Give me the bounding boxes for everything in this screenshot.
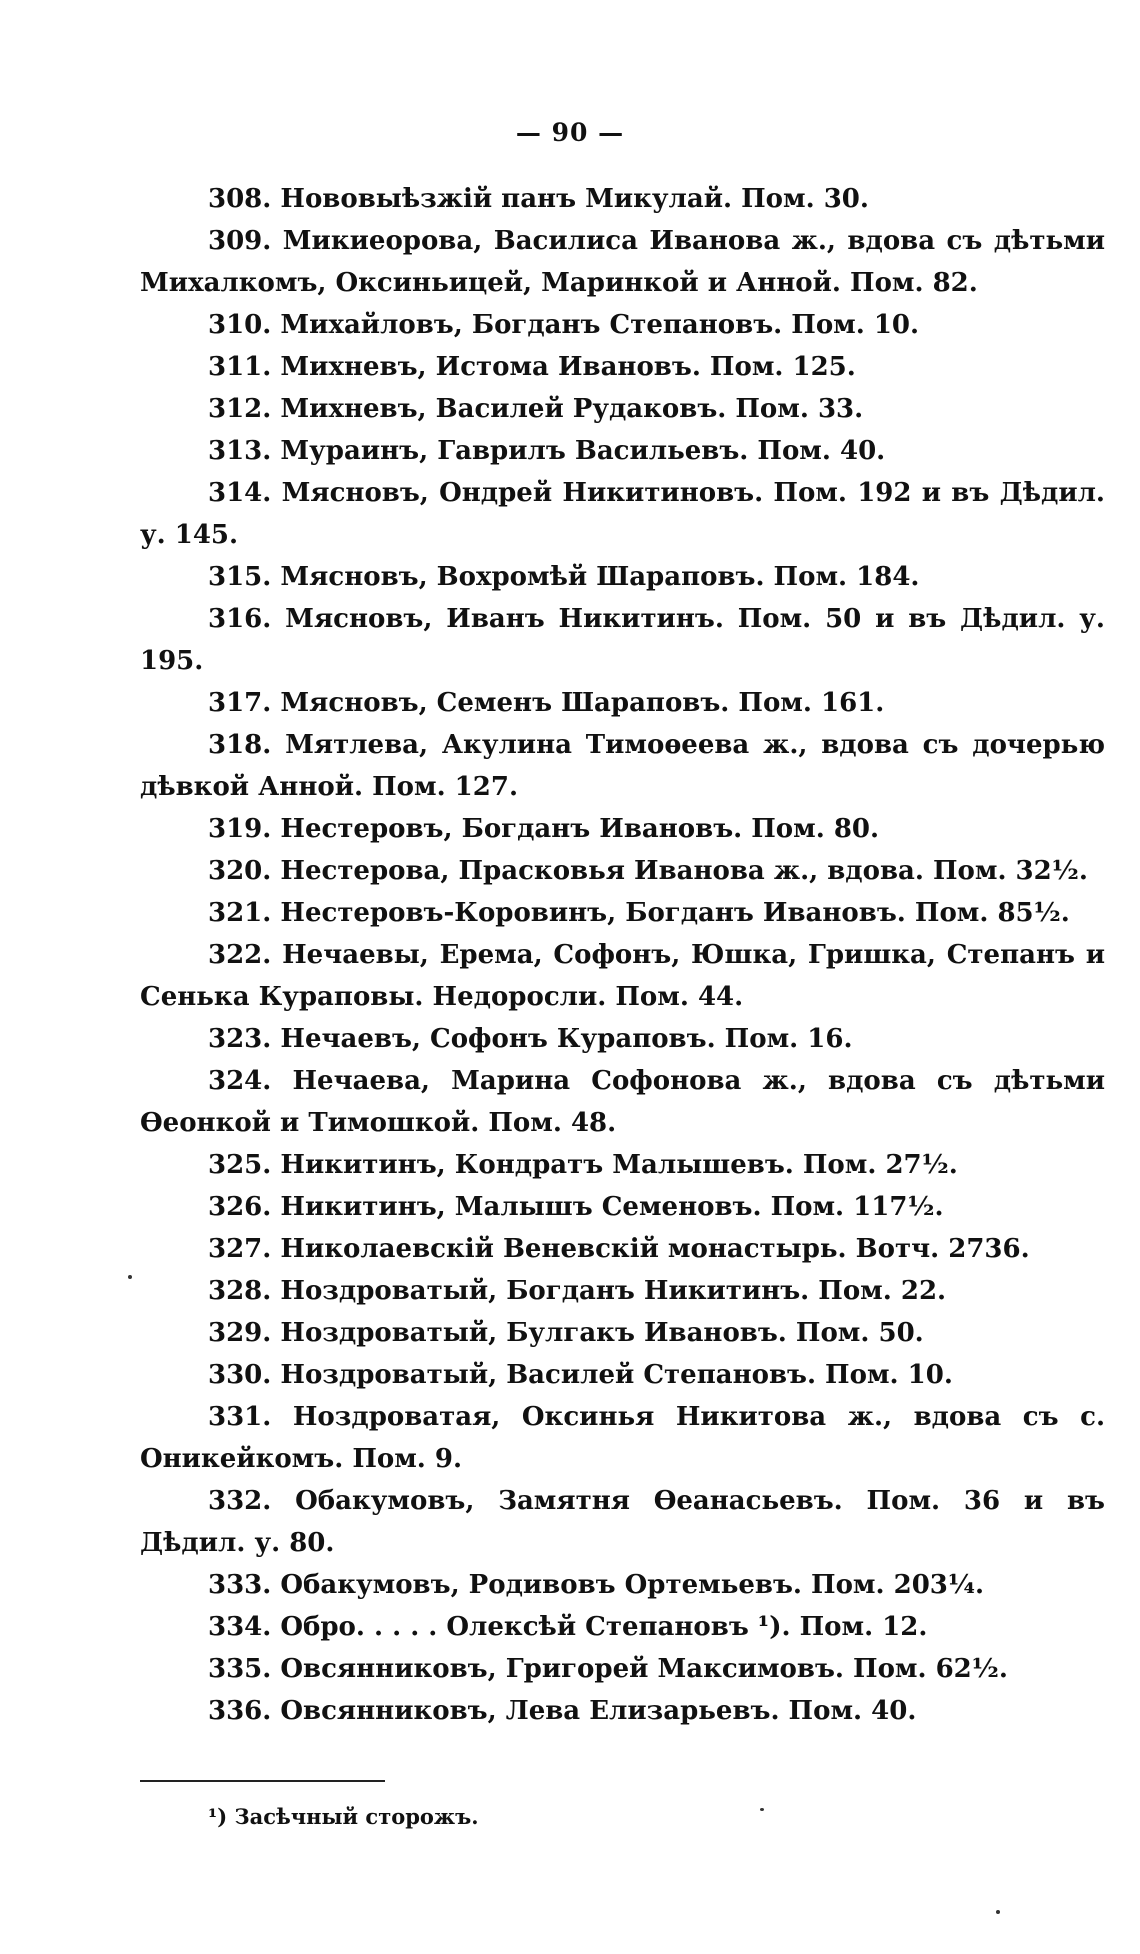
list-entry: 315. Мясновъ, Вохромѣй Шараповъ. Пом. 184. [208, 562, 920, 592]
list-entry: 336. Овсянниковъ, Лева Елизарьевъ. Пом. 40. [208, 1696, 917, 1726]
list-entry: 333. Обакумовъ, Родивовъ Ортемьевъ. Пом. 203¼. [208, 1570, 985, 1600]
list-entry: 308. Нововыѣзжій панъ Микулай. Пом. 30. [208, 184, 869, 214]
list-entry: 330. Ноздроватый, Василей Степановъ. Пом. 10. [208, 1360, 953, 1390]
list-entry: 313. Мураинъ, Гаврилъ Васильевъ. Пом. 40. [208, 436, 886, 466]
list-entry: 327. Николаевскій Веневскій монастырь. Вотч. 2736. [208, 1234, 1030, 1264]
list-entry: 310. Михайловъ, Богданъ Степановъ. Пом. 10. [208, 310, 920, 340]
list-entry: 321. Нестеровъ-Коровинъ, Богданъ Ивановъ. Пом. 85½. [208, 898, 1070, 928]
list-entry: 317. Мясновъ, Семенъ Шараповъ. Пом. 161. [208, 688, 885, 718]
list-entry: 316. Мясновъ, Иванъ Никитинъ. Пом. 50 и въ Дѣдил. у. 195. [140, 604, 1105, 676]
list-entry: 328. Ноздроватый, Богданъ Никитинъ. Пом. 22. [208, 1276, 947, 1306]
list-entry: 323. Нечаевъ, Софонъ Кураповъ. Пом. 16. [208, 1024, 853, 1054]
list-entry: 326. Никитинъ, Малышъ Семеновъ. Пом. 117½. [208, 1192, 944, 1222]
list-entry: 320. Нестерова, Прасковья Иванова ж., вдова. Пом. 32½. [208, 856, 1088, 886]
list-entry: 311. Михневъ, Истома Ивановъ. Пом. 125. [208, 352, 856, 382]
footnote-divider [140, 1780, 385, 1782]
list-entry: 324. Нечаева, Марина Софонова ж., вдова съ дѣтьми Ѳеонкой и Тимошкой. Пом. 48. [140, 1066, 1105, 1138]
list-entry: 319. Нестеровъ, Богданъ Ивановъ. Пом. 80. [208, 814, 880, 844]
list-entry: 334. Обро. . . . . Олексѣй Степановъ ¹). Пом. 12. [208, 1612, 928, 1642]
page-number: — 90 — [515, 118, 625, 147]
footnote: ¹) Засѣчный сторожъ. [208, 1804, 479, 1829]
list-entry: 309. Микиеорова, Василиса Иванова ж., вдова съ дѣтьми Михалкомъ, Оксиньицей, Маринкой и Анной. Пом. 82. [140, 226, 1105, 298]
print-speck [760, 1808, 764, 1811]
print-speck [128, 1275, 132, 1279]
list-entry: 318. Мятлева, Акулина Тимоѳеева ж., вдова съ дочерью дѣвкой Анной. Пом. 127. [140, 730, 1105, 802]
list-entry: 314. Мясновъ, Ондрей Никитиновъ. Пом. 192 и въ Дѣдил. у. 145. [140, 478, 1105, 550]
list-entry: 322. Нечаевы, Ерема, Софонъ, Юшка, Гришка, Степанъ и Сенька Кураповы. Недоросли. Пом. 44. [140, 940, 1105, 1012]
list-entry: 335. Овсянниковъ, Григорей Максимовъ. Пом. 62½. [208, 1654, 1008, 1684]
list-entry: 331. Ноздроватая, Оксинья Никитова ж., вдова съ с. Оникейкомъ. Пом. 9. [140, 1402, 1105, 1474]
list-entry: 325. Никитинъ, Кондратъ Малышевъ. Пом. 27½. [208, 1150, 958, 1180]
print-speck [996, 1910, 1000, 1914]
list-entry: 312. Михневъ, Василей Рудаковъ. Пом. 33. [208, 394, 864, 424]
list-entry: 332. Обакумовъ, Замятня Ѳеанасьевъ. Пом. 36 и въ Дѣдил. у. 80. [140, 1486, 1105, 1558]
list-entry: 329. Ноздроватый, Булгакъ Ивановъ. Пом. 50. [208, 1318, 924, 1348]
entry-list [140, 178, 1105, 1732]
